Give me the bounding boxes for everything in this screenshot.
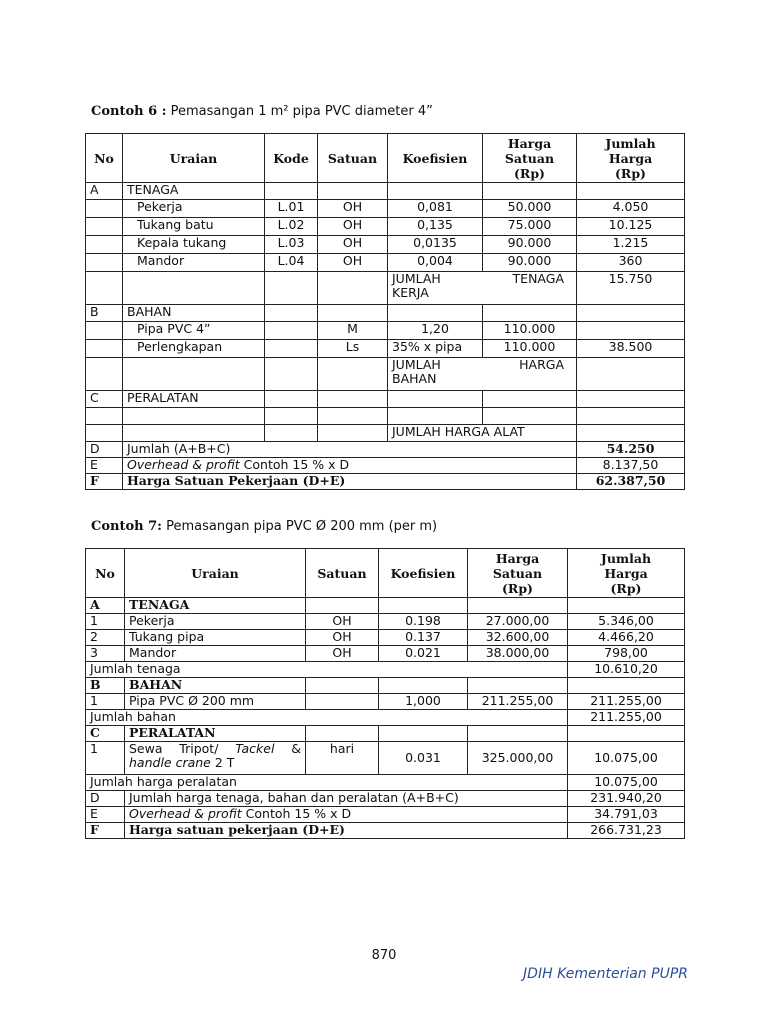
table-row: Pipa PVC 4” M 1,20 110.000 <box>86 322 685 340</box>
table-row: Pekerja L.01 OH 0,081 50.000 4.050 <box>86 200 685 218</box>
subtotal-row-bahan: Jumlah bahan 211.255,00 <box>86 710 685 726</box>
header-harga-satuan: Harga Satuan (Rp) <box>483 134 577 183</box>
table-contoh-7 <box>85 548 685 839</box>
header-uraian: Uraian <box>123 134 265 183</box>
section-no: A <box>86 183 123 200</box>
subtotal-row-tenaga: Jumlah tenaga 10.610,20 <box>86 662 685 678</box>
header-satuan: Satuan <box>318 134 388 183</box>
table-row: Perlengkapan Ls 35% x pipa 110.000 38.500 <box>86 340 685 358</box>
total-row-d: D Jumlah harga tenaga, bahan dan peralatan (A+B+C) 231.940,20 <box>86 791 685 807</box>
table-row: 2 Tukang pipa OH 0.137 32.600,00 4.466,20 <box>86 630 685 646</box>
table-row: Mandor L.04 OH 0,004 90.000 360 <box>86 254 685 272</box>
section-row-peralatan: C PERALATAN <box>86 726 685 742</box>
header-satuan: Satuan <box>306 549 379 598</box>
total-row-e: E Overhead & profit Contoh 15 % x D 34.791,03 <box>86 807 685 823</box>
footer-text: JDIH Kementerian PUPR <box>523 966 688 982</box>
caption-contoh-6 <box>91 104 433 119</box>
section-row-bahan: B BAHAN <box>86 678 685 694</box>
section-row-tenaga <box>86 183 685 200</box>
table-row: 1 Sewa Tripot/ Tackel & handle crane 2 T hari 0.031 325.000,00 10.075,00 <box>86 742 685 775</box>
peralatan-desc: Sewa Tripot/ Tackel & handle crane 2 T <box>125 742 306 775</box>
header-uraian: Uraian <box>125 549 306 598</box>
caption-label: Contoh 6 : <box>91 104 167 119</box>
header-harga-satuan: Harga Satuan (Rp) <box>468 549 568 598</box>
table-contoh-6 <box>85 133 685 490</box>
total-row-f: F Harga Satuan Pekerjaan (D+E) 62.387,50 <box>86 474 685 490</box>
header-jumlah-harga: Jumlah Harga (Rp) <box>568 549 685 598</box>
table-row: 3 Mandor OH 0.021 38.000,00 798,00 <box>86 646 685 662</box>
subtotal-label: JUMLAH HARGA ALAT <box>388 425 577 442</box>
section-row-peralatan: C PERALATAN <box>86 391 685 408</box>
table-row: 1 Pipa PVC Ø 200 mm 1,000 211.255,00 211.255,00 <box>86 694 685 710</box>
subtotal-value: 15.750 <box>577 272 685 305</box>
header-koefisien: Koefisien <box>379 549 468 598</box>
total-row-f: F Harga satuan pekerjaan (D+E) 266.731,23 <box>86 823 685 839</box>
header-no: No <box>86 549 125 598</box>
total-row-d: D Jumlah (A+B+C) 54.250 <box>86 442 685 458</box>
caption-text: Pemasangan pipa PVC Ø 200 mm (per m) <box>161 519 438 534</box>
page-number: 870 <box>371 948 397 963</box>
subtotal-label: JUMLAH TENAGA KERJA <box>388 272 577 305</box>
header-no: No <box>86 134 123 183</box>
header-kode: Kode <box>265 134 318 183</box>
header-koefisien: Koefisien <box>388 134 483 183</box>
header-jumlah-harga: Jumlah Harga (Rp) <box>577 134 685 183</box>
subtotal-row-alat <box>86 425 685 442</box>
subtotal-row-bahan <box>86 358 685 391</box>
total-row-e: E Overhead & profit Contoh 15 % x D 8.137,50 <box>86 458 685 474</box>
caption-text: Pemasangan 1 m² pipa PVC diameter 4” <box>166 104 433 119</box>
caption-contoh-7 <box>91 519 437 534</box>
subtotal-row-alat: Jumlah harga peralatan 10.075,00 <box>86 775 685 791</box>
table-row: 1 Pekerja OH 0.198 27.000,00 5.346,00 <box>86 614 685 630</box>
table-row: Kepala tukang L.03 OH 0,0135 90.000 1.215 <box>86 236 685 254</box>
subtotal-label: JUMLAH HARGA BAHAN <box>388 358 577 391</box>
table-header-row <box>86 549 685 598</box>
table-row: Tukang batu L.02 OH 0,135 75.000 10.125 <box>86 218 685 236</box>
table-header-row <box>86 134 685 183</box>
subtotal-row-tenaga <box>86 272 685 305</box>
caption-label: Contoh 7: <box>91 519 162 534</box>
section-row-bahan: B BAHAN <box>86 305 685 322</box>
table-row <box>86 408 685 425</box>
section-row-tenaga: A TENAGA <box>86 598 685 614</box>
section-label: TENAGA <box>123 183 265 200</box>
